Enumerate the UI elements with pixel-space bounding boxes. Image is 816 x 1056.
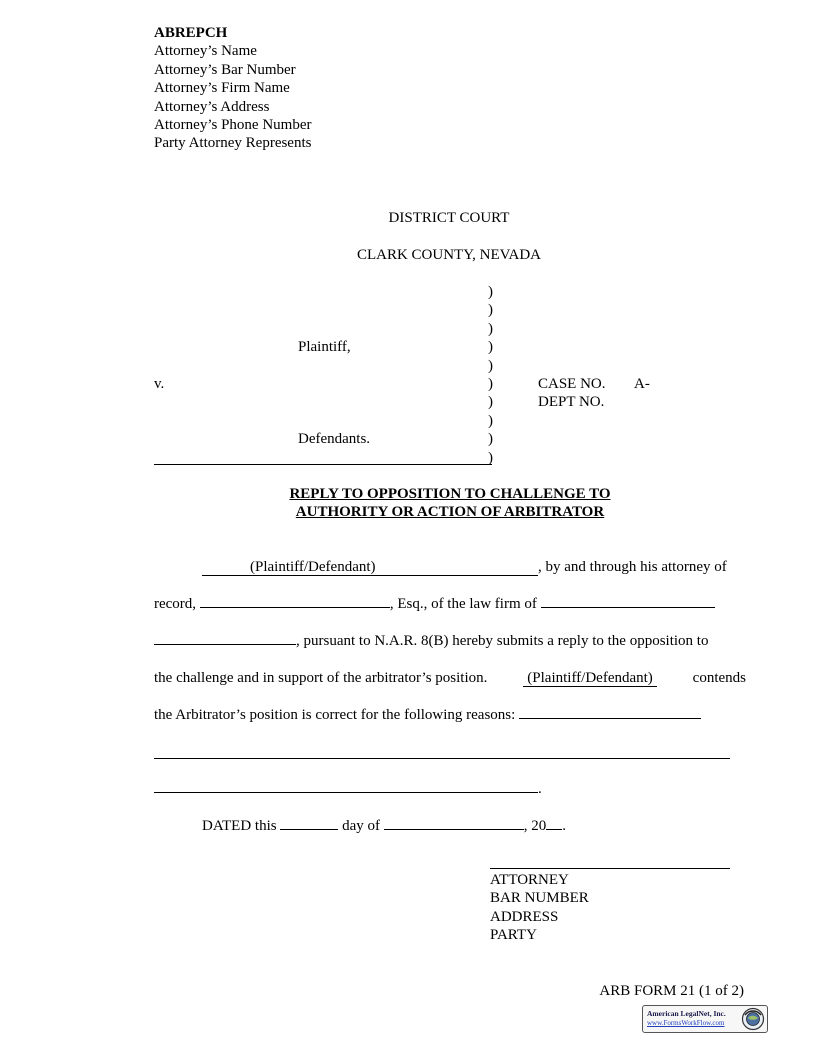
versus-label: v. (154, 376, 165, 392)
body-text: the Arbitrator’s position is correct for the following reasons: (154, 707, 516, 723)
caption-underline (154, 464, 492, 465)
reasons-blank-line[interactable] (154, 758, 730, 759)
caption-paren: ) (488, 339, 493, 355)
caption-paren: ) (488, 376, 493, 392)
year-blank[interactable] (546, 829, 562, 830)
dated-text: day of (342, 818, 380, 834)
body-line-5 (154, 706, 746, 724)
attorney-bar-number: Attorney’s Bar Number (154, 61, 296, 78)
signature-bar-number: BAR NUMBER (490, 890, 589, 906)
document-title-line2: AUTHORITY OR ACTION OF ARBITRATOR (295, 504, 605, 520)
signature-address: ADDRESS (490, 909, 559, 925)
defendants-label: Defendants. (298, 431, 371, 447)
party-blank[interactable] (202, 560, 538, 576)
signature-attorney: ATTORNEY (490, 872, 569, 888)
court-county: CLARK COUNTY, NEVADA (356, 247, 542, 263)
document-title-line1: REPLY TO OPPOSITION TO CHALLENGE TO (289, 486, 611, 502)
body-text: , pursuant to N.A.R. 8(B) hereby submits a reply to the opposition to (296, 633, 709, 649)
party-placeholder-2[interactable]: (Plaintiff/Defendant) (523, 671, 657, 687)
month-blank[interactable] (384, 829, 524, 830)
court-name: DISTRICT COURT (388, 210, 510, 226)
caption-paren: ) (488, 321, 493, 337)
form-code: ABREPCH (154, 25, 228, 41)
caption-paren: ) (488, 302, 493, 318)
dated-text: , 20 (523, 818, 547, 834)
plaintiff-label: Plaintiff, (298, 339, 351, 355)
form-number: ARB FORM 21 (1 of 2) (599, 983, 744, 999)
body-text: , by and through his attorney of (538, 559, 727, 575)
signature-party: PARTY (490, 927, 537, 943)
caption-paren: ) (488, 450, 493, 466)
day-blank[interactable] (280, 829, 338, 830)
caption-paren: ) (488, 284, 493, 300)
department-number-label: DEPT NO. (538, 394, 605, 410)
dated-text: DATED this (202, 818, 277, 834)
reasons-blank[interactable] (519, 718, 701, 719)
attorney-address: Attorney’s Address (154, 98, 270, 115)
signature-line[interactable] (490, 868, 730, 869)
body-line-1 (154, 558, 746, 576)
body-line-7 (154, 780, 746, 798)
body-text: . (538, 781, 542, 797)
globe-icon (741, 1007, 765, 1031)
body-text: the challenge and in support of the arbitrator’s position. (154, 670, 488, 686)
law-firm-blank[interactable] (541, 607, 715, 608)
caption-paren: ) (488, 413, 493, 429)
dated-text: . (562, 818, 566, 834)
party-represented: Party Attorney Represents (154, 135, 312, 152)
caption-paren: ) (488, 431, 493, 447)
caption-paren: ) (488, 358, 493, 374)
attorney-name: Attorney’s Name (154, 43, 257, 60)
case-number-label: CASE NO. (538, 376, 606, 392)
dated-line (202, 817, 794, 835)
attorney-firm-name: Attorney’s Firm Name (154, 80, 290, 97)
attorney-info-block (154, 24, 311, 153)
publisher-logo[interactable] (642, 1005, 768, 1033)
body-line-2 (154, 595, 746, 613)
body-text: contends (692, 670, 746, 686)
body-text: record, (154, 596, 197, 612)
attorney-phone: Attorney’s Phone Number (154, 117, 312, 134)
caption-paren: ) (488, 394, 493, 410)
body-line-3 (154, 632, 746, 650)
body-text: , Esq., of the law firm of (389, 596, 537, 612)
publisher-link[interactable]: www.FormsWorkFlow.com (647, 1019, 725, 1027)
publisher-name: American LegalNet, Inc. (647, 1009, 726, 1018)
law-firm-blank-continued[interactable] (154, 644, 296, 645)
party-placeholder: (Plaintiff/Defendant) (250, 559, 376, 575)
attorney-name-blank[interactable] (200, 607, 390, 608)
reasons-blank-final[interactable] (154, 792, 538, 793)
case-number-prefix: A- (634, 376, 650, 392)
body-line-4 (154, 669, 746, 687)
